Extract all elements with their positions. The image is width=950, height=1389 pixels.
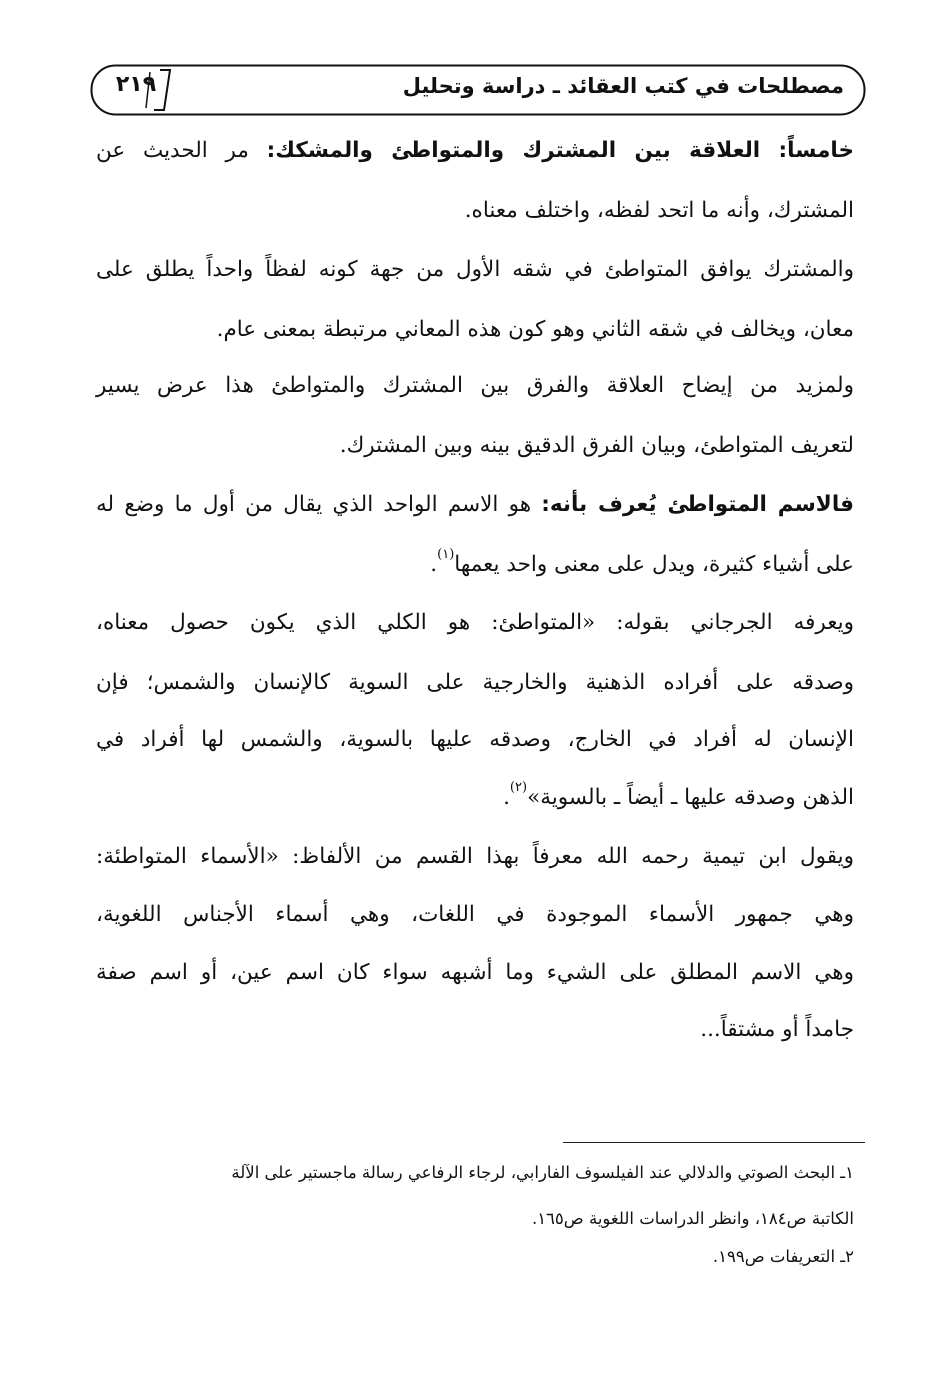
paragraph-4-period: . — [430, 552, 438, 577]
definition-term: فالاسم المتواطئ يُعرف بأنه: — [541, 492, 854, 517]
paragraph-5-text: الذهن وصدقه عليها ـ أيضاً ـ بالسوية» — [527, 785, 854, 810]
footnote-1-line-2: الكاتبة ص١٨٤، وانظر الدراسات اللغوية ص١٦٥. — [531, 1209, 854, 1228]
paragraph-4-line-1 — [96, 494, 854, 516]
definition-text: هو الاسم الواحد الذي يقال من أول ما وضع له — [96, 492, 542, 517]
paragraph-5-period: . — [503, 785, 510, 810]
paragraph-1-line-1 — [96, 140, 854, 162]
paragraph-6-line-3: وهي الاسم المطلق على الشيء وما أشبهه سواء كان اسم عين، أو اسم صفة — [96, 960, 854, 985]
paragraph-4-text: على أشياء كثيرة، ويدل على معنى واحد يعمها — [454, 552, 854, 577]
paragraph-3-line-2: لتعريف المتواطئ، وبيان الفرق الدقيق بينه وبين المشترك. — [339, 433, 854, 458]
running-header — [90, 64, 866, 116]
paragraph-2-line-2: معان، ويخالف في شقه الثاني وهو كون هذه المعاني مرتبطة بمعنى عام. — [216, 317, 854, 342]
footnote-2: ٢ـ التعريفات ص١٩٩. — [712, 1247, 854, 1266]
footnote-1-line-1: ١ـ البحث الصوتي والدلالي عند الفيلسوف الفارابي، لرجاء الرفاعي رسالة ماجستير على الآلة — [231, 1163, 854, 1182]
paragraph-2-line-1: والمشترك يوافق المتواطئ في شقه الأول من جهة كونه لفظاً واحداً يطلق على — [96, 257, 854, 282]
paragraph-1-line-2: المشترك، وأنه ما اتحد لفظه، واختلف معناه. — [464, 198, 854, 223]
paragraph-6-line-2: وهي جمهور الأسماء الموجودة في اللغات، وهي أسماء الأجناس اللغوية، — [96, 902, 854, 927]
paragraph-1-text: مر الحديث عن — [96, 138, 267, 163]
header-title: مصطلحات في كتب العقائد ـ دراسة وتحليل — [402, 74, 844, 98]
paragraph-6-line-4: جامداً أو مشتقاً... — [700, 1017, 854, 1042]
paragraph-5-line-2: وصدقه على أفراده الذهنية والخارجية على السوية كالإنسان والشمس؛ فإن — [96, 670, 854, 695]
paragraph-5-line-3: الإنسان له أفراد في الخارج، وصدقه عليها بالسوية، والشمس لها أفراد في — [96, 727, 854, 752]
footnote-ref-1[interactable]: (١) — [437, 547, 455, 562]
footnote-ref-2[interactable]: (٢) — [509, 780, 528, 795]
section-heading: خامساً: العلاقة بين المشترك والمتواطئ والمشكك: — [266, 138, 854, 163]
paragraph-4-line-2 — [96, 547, 854, 577]
paragraph-5-line-1: ويعرفه الجرجاني بقوله: «المتواطئ: هو الكلي الذي يكون حصول معناه، — [96, 610, 854, 635]
page-number: ٢١٩ — [115, 72, 157, 97]
paragraph-6-line-1: ويقول ابن تيمية رحمه الله معرفاً بهذا القسم من الألفاظ: «الأسماء المتواطئة: — [96, 844, 854, 869]
paragraph-5-line-4 — [96, 780, 854, 810]
footnote-separator — [563, 1142, 865, 1143]
paragraph-3-line-1: ولمزيد من إيضاح العلاقة والفرق بين المشترك والمتواطئ هذا عرض يسير — [96, 373, 854, 398]
